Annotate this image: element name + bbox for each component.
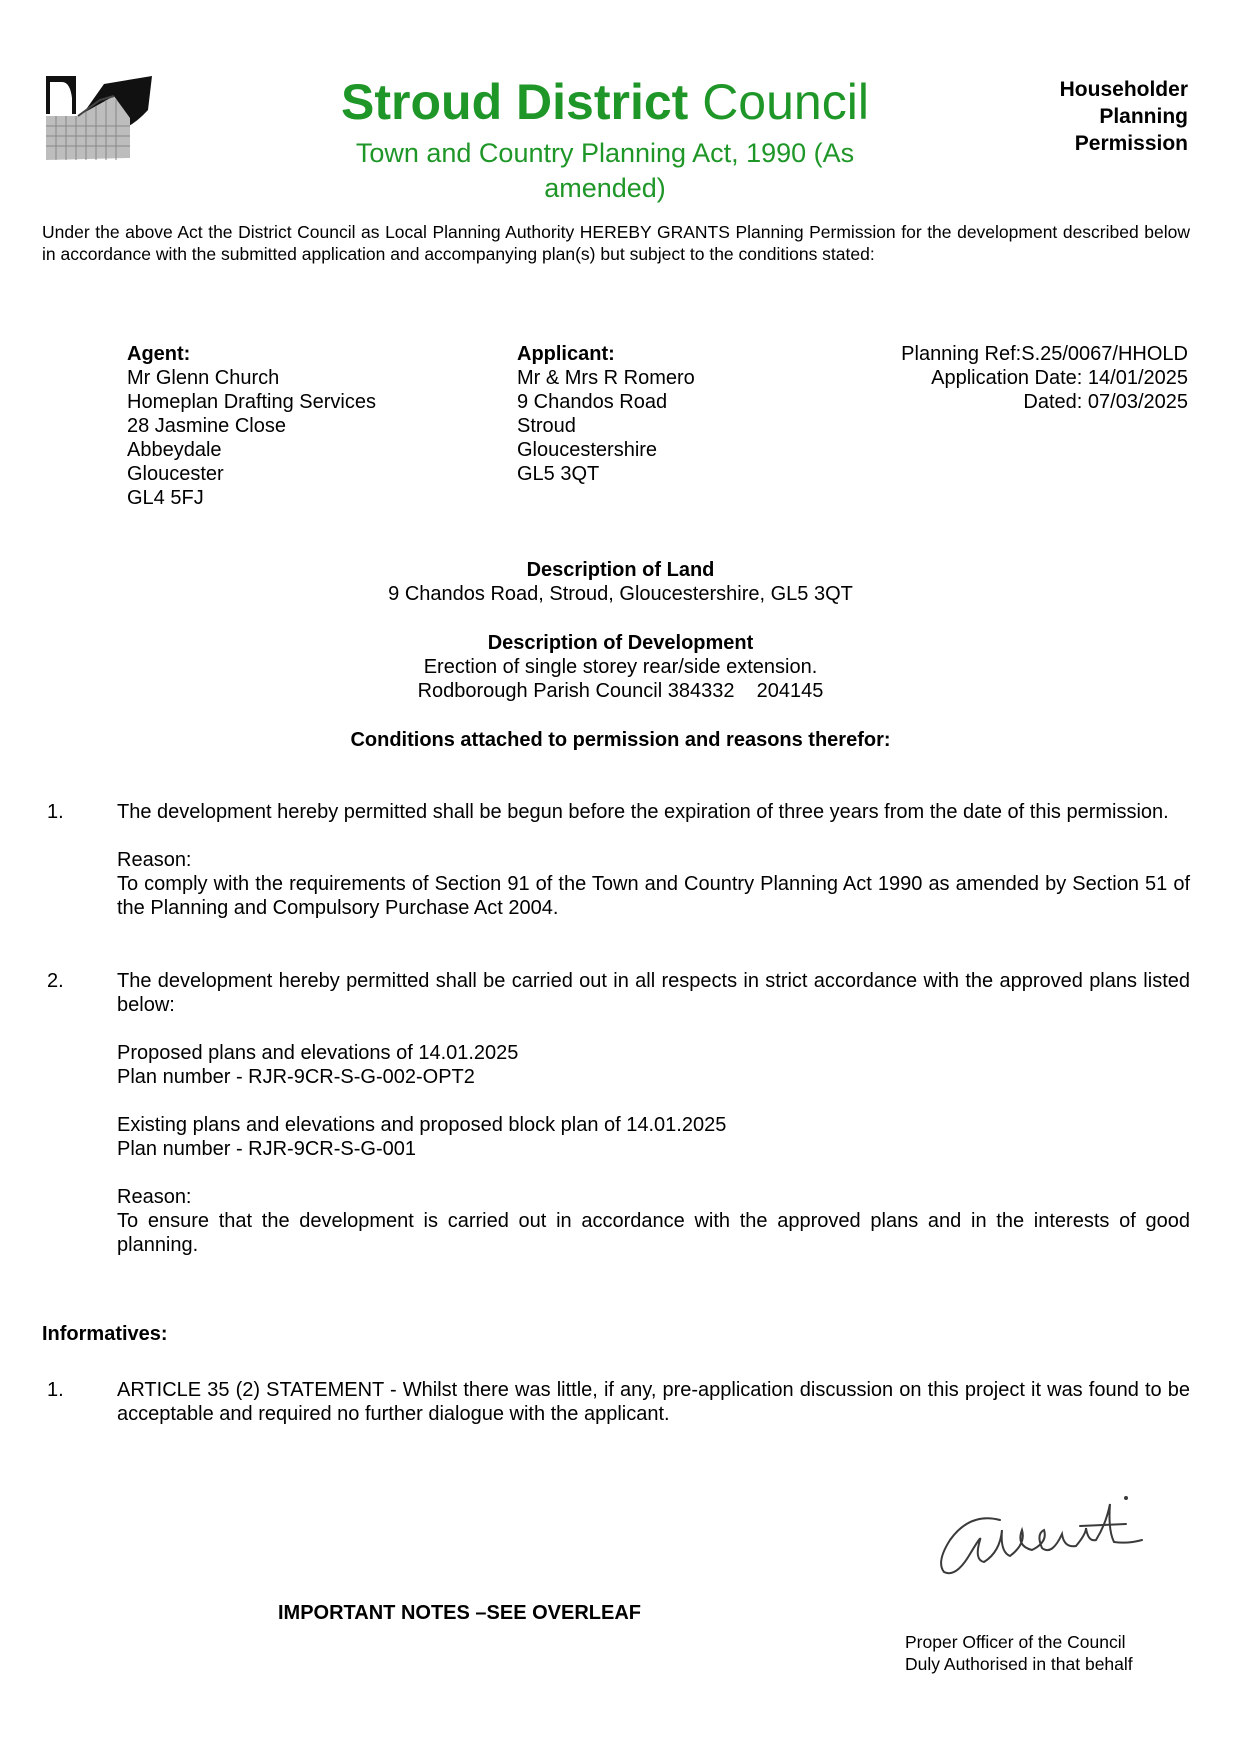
condition-text: The development hereby permitted shall be carried out in all respects in strict accordance with the approved plans listed below: (117, 970, 1190, 1016)
council-logo-icon (44, 74, 154, 174)
agent-line: 28 Jasmine Close (127, 415, 286, 437)
council-name (300, 72, 910, 132)
signature (930, 1490, 1190, 1590)
important-notes: IMPORTANT NOTES –SEE OVERLEAF (278, 1602, 641, 1624)
officer-line: Duly Authorised in that behalf (905, 1654, 1133, 1674)
informative-text: ARTICLE 35 (2) STATEMENT - Whilst there was little, if any, pre-application discussion on this project it was found to be acceptable and required no further dialogue with the applicant. (117, 1379, 1190, 1425)
title-block (300, 72, 910, 206)
informatives-heading: Informatives: (42, 1323, 168, 1345)
agent-line: Abbeydale (127, 439, 222, 461)
development-section (0, 631, 1241, 703)
document-type-line: Householder (1059, 78, 1188, 101)
development-text: Erection of single storey rear/side extension. (423, 656, 818, 678)
agent-line: Mr Glenn Church (127, 367, 280, 389)
condition-item (47, 969, 1190, 1257)
applicant-label: Applicant: (517, 343, 615, 365)
officer-block (905, 1631, 1133, 1675)
condition-item (47, 800, 1190, 920)
application-date: Application Date: 14/01/2025 (931, 367, 1188, 389)
applicant-block (517, 342, 695, 486)
agent-line: Homeplan Drafting Services (127, 391, 376, 413)
document-type (1060, 76, 1188, 157)
agent-label: Agent: (127, 343, 191, 365)
agent-line: Gloucester (127, 463, 224, 485)
condition-plan: Proposed plans and elevations of 14.01.2025 Plan number - RJR-9CR-S-G-002-OPT2 (117, 1042, 519, 1088)
officer-line: Proper Officer of the Council (905, 1632, 1126, 1652)
planning-ref: Planning Ref:S.25/0067/HHOLD (901, 343, 1188, 365)
applicant-line: Mr & Mrs R Romero (517, 367, 695, 389)
applicant-line: GL5 3QT (517, 463, 600, 485)
land-heading: Description of Land (526, 559, 715, 581)
land-text: 9 Chandos Road, Stroud, Gloucestershire, GL5 3QT (388, 583, 853, 605)
agent-block (127, 342, 376, 510)
act-title: Town and Country Planning Act, 1990 (As amended) (355, 138, 855, 203)
document-type-line: Permission (1074, 132, 1188, 155)
condition-number: 2. (47, 970, 64, 992)
condition-text: The development hereby permitted shall be begun before the expiration of three years from the date of this permission. (117, 801, 1169, 823)
document-type-line: Planning (1099, 105, 1188, 128)
condition-plan: Existing plans and elevations and proposed block plan of 14.01.2025 Plan number - RJR-9CR-S-G-001 (117, 1114, 727, 1160)
condition-reason: Reason: To ensure that the development is carried out in accordance with the approved plans and in the interests of good planning. (117, 1186, 1190, 1256)
land-section (0, 558, 1241, 606)
reference-block (901, 342, 1188, 414)
condition-number: 1. (47, 801, 64, 823)
applicant-line: Gloucestershire (517, 439, 658, 461)
council-name-bold: Stroud District (341, 74, 689, 130)
informative-item (47, 1378, 1190, 1426)
dated: Dated: 07/03/2025 (1023, 391, 1188, 413)
parish-line: Rodborough Parish Council 384332 204145 (417, 680, 824, 702)
development-heading: Description of Development (487, 632, 754, 654)
applicant-line: 9 Chandos Road (517, 391, 668, 413)
council-name-regular: Council (702, 74, 869, 130)
condition-reason: Reason: To comply with the requirements of Section 91 of the Town and Country Planning Act 1990 as amended by Section 51 of the Planning and Compulsory Purchase Act 2004. (117, 849, 1190, 919)
informative-number: 1. (47, 1379, 64, 1401)
grant-statement: Under the above Act the District Council as Local Planning Authority HEREBY GRANTS Planning Permission for the development described below in accordance with the submitted application and accompanying plan(s) but subject to the conditions stated: (42, 222, 1190, 264)
agent-line: GL4 5FJ (127, 487, 204, 509)
applicant-line: Stroud (517, 415, 576, 437)
conditions-heading: Conditions attached to permission and reasons therefor: (350, 729, 891, 751)
